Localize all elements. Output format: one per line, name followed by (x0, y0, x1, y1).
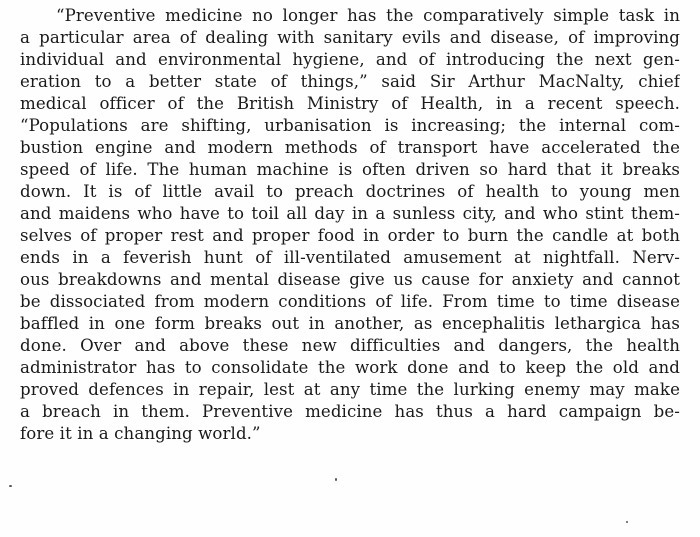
text-line: ends in a feverish hunt of ill-ventilated amusement at nightfall. Nerv- (20, 248, 680, 267)
text-line-last: fore it in a changing world.” (20, 424, 261, 443)
text-line: selves of proper rest and proper food in order to burn the candle at both (20, 226, 680, 245)
text-line: and maidens who have to toil all day in a sunless city, and who stint them- (20, 204, 680, 223)
text-line: done. Over and above these new difficulties and dangers, the health (20, 336, 680, 355)
scan-speck (335, 478, 337, 481)
text-line: eration to a better state of things,” said Sir Arthur MacNalty, chief (20, 72, 680, 91)
text-line: ous breakdowns and mental disease give us cause for anxiety and cannot (20, 270, 680, 289)
text-line: “Preventive medicine no longer has the comparatively simple task in (56, 6, 680, 25)
text-line: proved defences in repair, lest at any time the lurking enemy may make (20, 380, 680, 399)
text-line: speed of life. The human machine is often driven so hard that it breaks (20, 160, 680, 179)
text-line: down. It is of little avail to preach doctrines of health to young men (20, 182, 680, 201)
scan-speck (626, 521, 628, 523)
text-line: be dissociated from modern conditions of life. From time to time disease (20, 292, 680, 311)
text-line: “Populations are shifting, urbanisation is increasing; the internal com- (20, 116, 680, 135)
text-line: baffled in one form breaks out in another, as encephalitis lethargica has (20, 314, 680, 333)
text-line: bustion engine and modern methods of transport have accelerated the (20, 138, 680, 157)
text-line: a particular area of dealing with sanitary evils and disease, of improving (20, 28, 680, 47)
quotation-paragraph (20, 5, 680, 445)
scan-speck (9, 485, 12, 487)
text-line: administrator has to consolidate the work done and to keep the old and (20, 358, 680, 377)
text-line: a breach in them. Preventive medicine has thus a hard campaign be- (20, 402, 680, 421)
text-line: individual and environmental hygiene, and of introducing the next gen- (20, 50, 680, 69)
text-line: medical officer of the British Ministry of Health, in a recent speech. (20, 94, 680, 113)
